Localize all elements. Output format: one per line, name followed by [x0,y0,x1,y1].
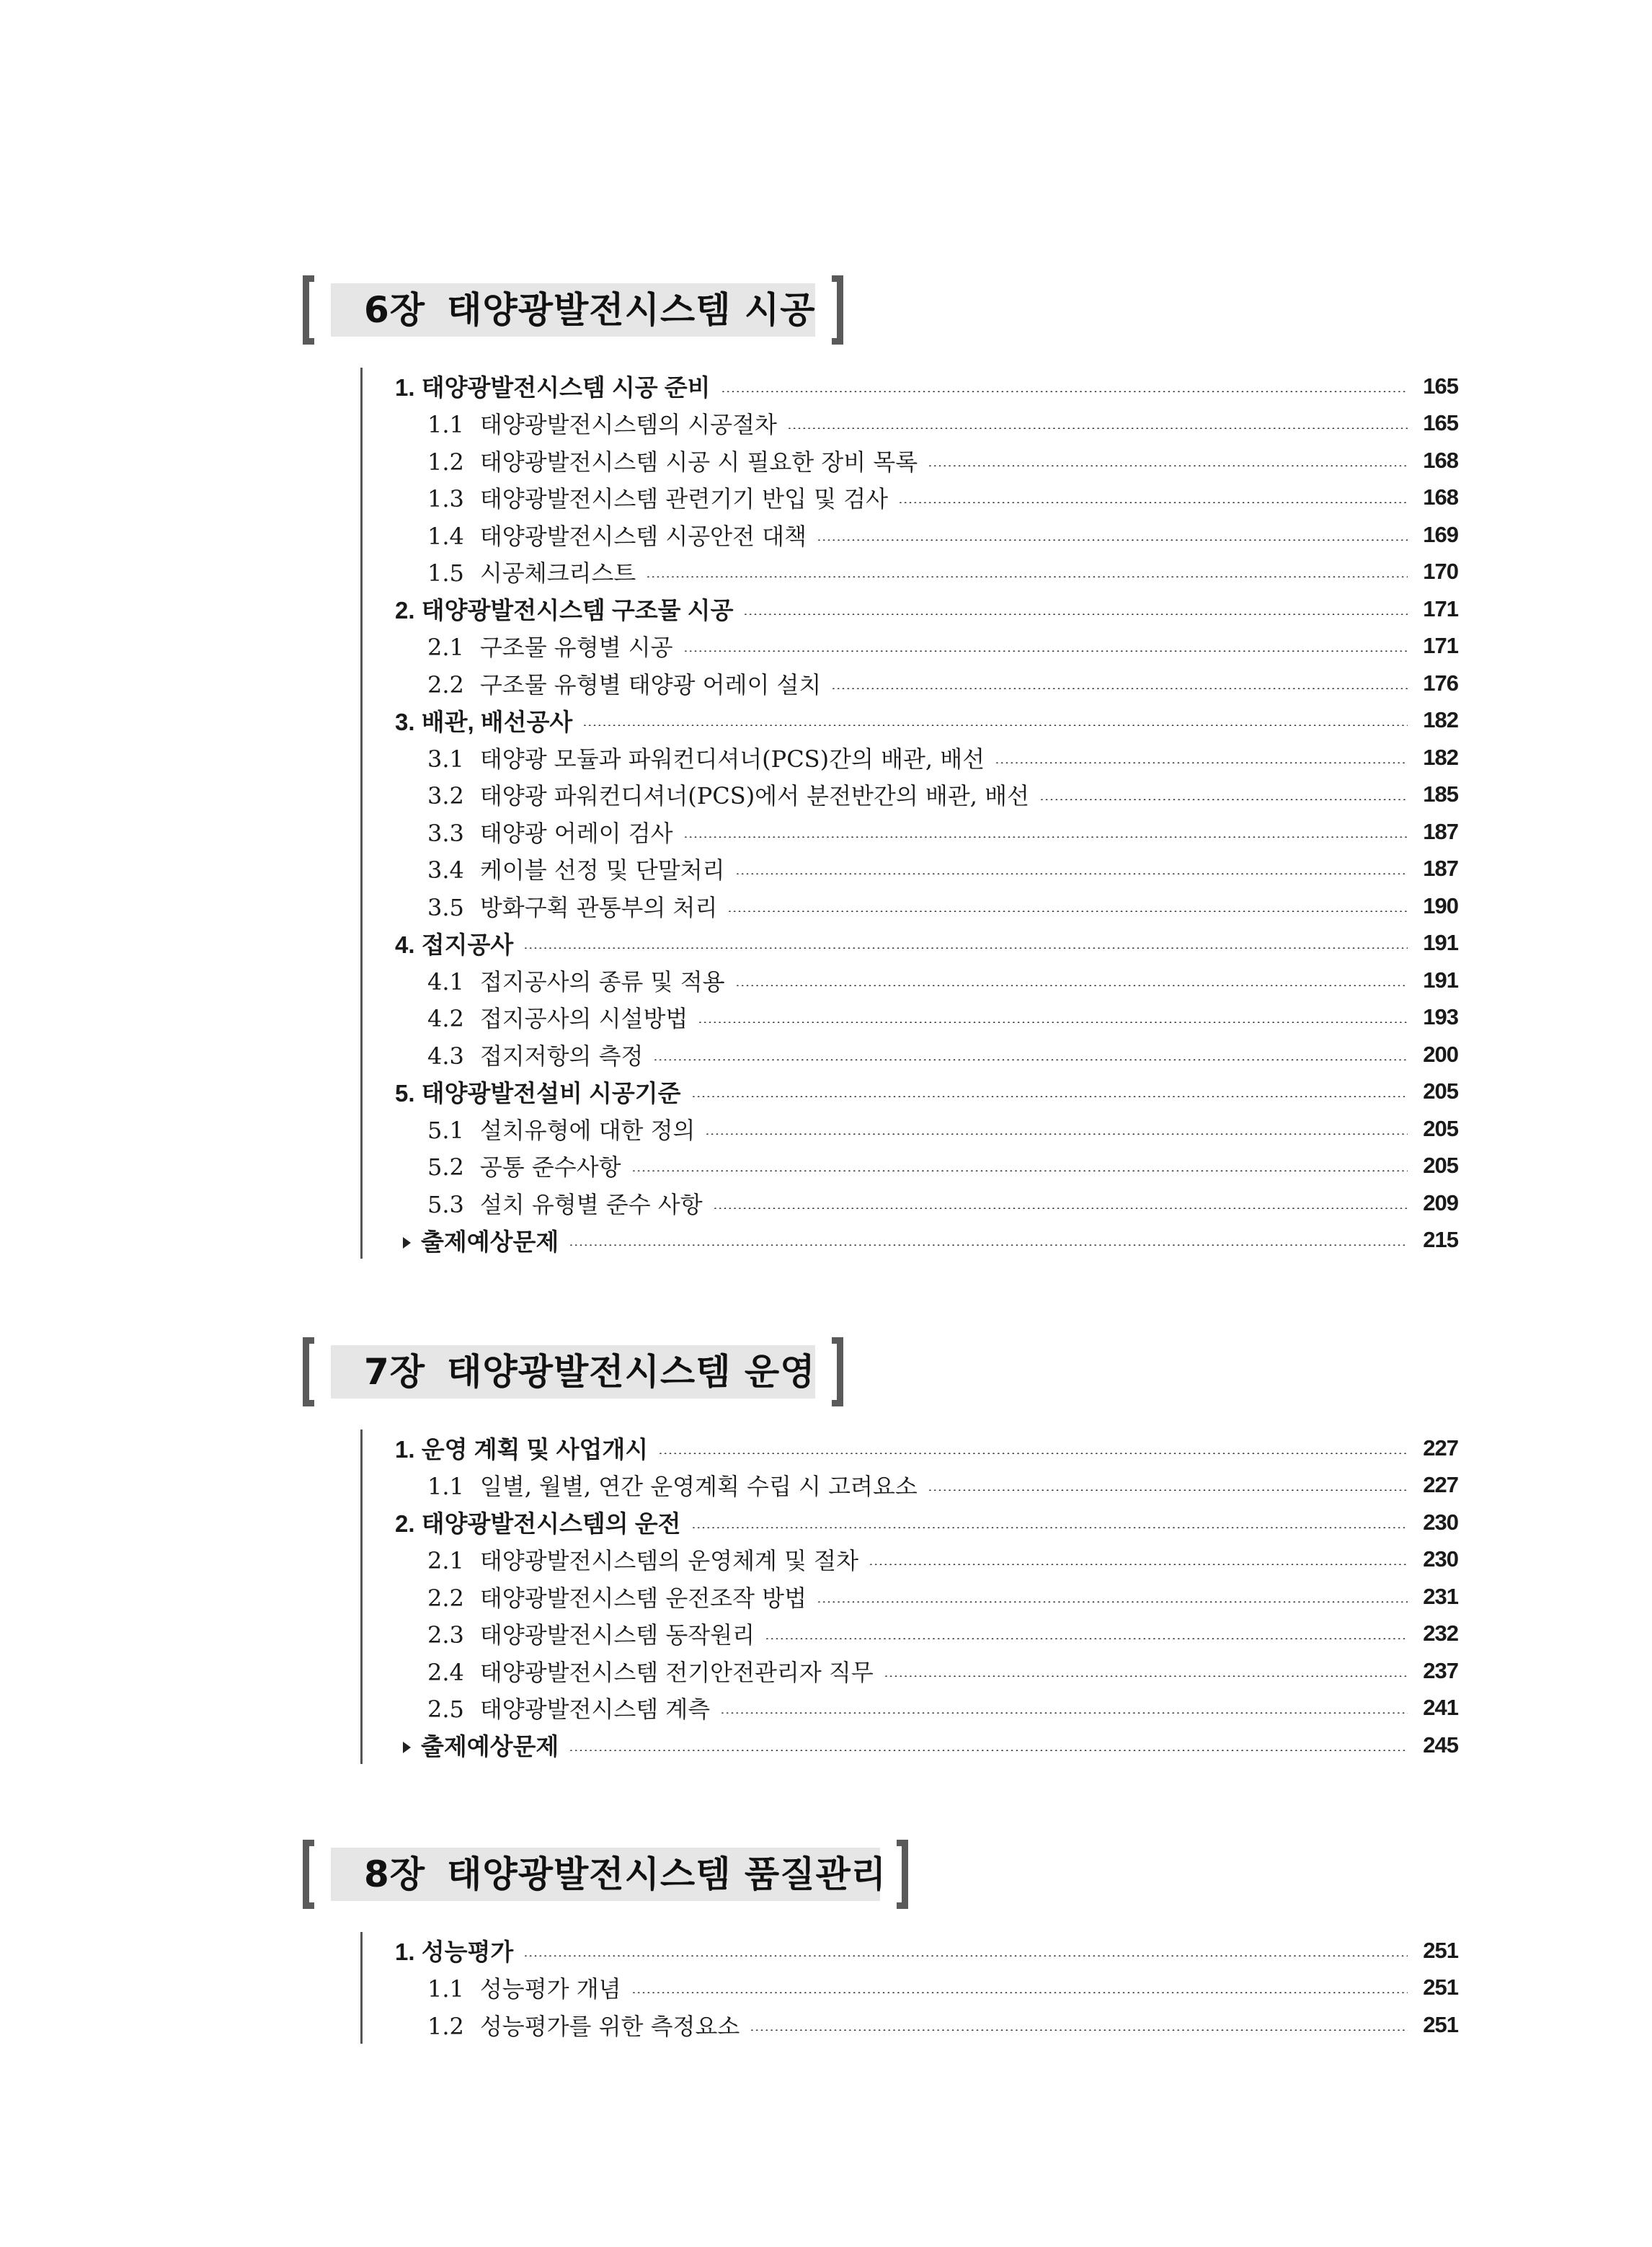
toc-entry-label [427,1038,653,1071]
toc-page-number: 165 [1423,373,1458,399]
toc-entry-number: 2.5 [427,1696,464,1724]
toc-page-number: 168 [1423,484,1458,510]
toc-page-number: 230 [1423,1546,1458,1572]
dot-leader [646,576,1408,577]
dot-leader [582,724,1408,726]
toc-entry-text: 3. 배관, 배선공사 [395,708,573,735]
toc-entry-text: 태양광 어레이 검사 [479,819,673,847]
toc-entry-text: 일별, 월별, 연간 운영계획 수립 시 고려요소 [479,1473,918,1501]
toc-subsection-row [363,1652,1458,1690]
toc-entry-label [427,1654,884,1688]
dot-leader [831,688,1408,689]
toc-entry-text: 1. 운영 계획 및 사업개시 [395,1436,649,1463]
toc-page-number: 182 [1423,707,1458,733]
toc-page-number: 230 [1423,1509,1458,1535]
toc-entry-text: 설치 유형별 준수 사항 [479,1190,703,1218]
toc-subsection-row [363,851,1458,888]
toc-list [360,1430,1458,1764]
toc-entry-label [427,629,683,662]
toc-entry-label [403,1728,569,1762]
dot-leader [817,539,1408,541]
chapter-bracket-frame [303,1337,843,1406]
chapter-heading [303,275,1427,345]
toc-entry-label [427,964,735,997]
toc-entry-label [427,1001,698,1034]
toc-section-row [363,590,1458,628]
chapter-title-bar [331,283,815,337]
toc-entry-text: 출제예상문제 [421,1228,559,1255]
dot-leader [569,1750,1408,1751]
toc-entry-label [427,1187,713,1220]
toc-subsection-row [363,1036,1458,1073]
toc-entry-label [427,518,817,551]
toc-entry-label [427,1971,631,2004]
toc-subsection-row [363,962,1458,999]
dot-leader [928,465,1408,466]
toc-subsection-row [363,442,1458,479]
toc-subsection-row [363,1110,1458,1148]
toc-entry-text: 태양광발전시스템 계측 [479,1696,711,1724]
toc-entry-label [427,444,928,477]
toc-page-number: 241 [1423,1695,1458,1721]
toc-subsection-row [363,1969,1458,2007]
toc-entry-label [427,2008,750,2042]
toc-entry-number: 1.2 [427,448,464,476]
toc-subsection-row [363,1616,1458,1653]
toc-entry-text: 4. 접지공사 [395,931,514,958]
toc-entry-text: 태양광발전시스템 전기안전관리자 직무 [479,1658,874,1686]
toc-subsection-row [363,739,1458,776]
toc-page-number: 227 [1423,1435,1458,1461]
toc-section-row [363,925,1458,962]
toc-entry-text: 성능평가 개념 [479,1975,621,2003]
dot-leader [713,1207,1408,1209]
toc-entry-text: 1. 성능평가 [395,1938,514,1966]
chapter-title: 태양광발전시스템 시공 [447,289,816,331]
toc-page-number: 193 [1423,1004,1458,1030]
toc-subsection-row [363,999,1458,1037]
toc-entry-label [427,1149,631,1182]
toc-section-row [363,1073,1458,1111]
chapter-heading [303,1840,1427,1909]
chapter-number: 7장 [364,1351,426,1393]
toc-entry-text: 태양광발전시스템 동작원리 [479,1621,755,1649]
chapter-title: 태양광발전시스템 운영 [447,1351,816,1393]
toc-section-row [363,1932,1458,1969]
toc-entry-label [427,778,1039,811]
toc-entry-text: 케이블 선정 및 단말처리 [479,856,725,885]
toc-entry-number: 3.5 [427,893,464,921]
toc-page-number: 182 [1423,744,1458,770]
dot-leader [869,1564,1408,1565]
toc-entry-number: 2.3 [427,1621,464,1649]
toc-subsection-row [363,1578,1458,1616]
toc-entry-number: 2.4 [427,1658,464,1686]
toc-subsection-row [363,776,1458,814]
toc-subsection-row [363,665,1458,702]
toc-section-row [363,368,1458,405]
triangle-bullet-icon [403,1237,411,1249]
toc-entry-label [427,815,683,848]
toc-section-row [363,702,1458,740]
toc-entry-text: 방화구획 관통부의 처리 [479,893,718,921]
dot-leader [884,1675,1408,1677]
toc-entry-label [395,369,721,403]
dot-leader [1039,799,1408,800]
toc-entry-number: 2.1 [427,1547,464,1575]
toc-entry-number: 4.1 [427,967,464,996]
toc-page-number: 165 [1423,410,1458,436]
toc-entry-text: 접지공사의 종류 및 적용 [479,967,725,996]
toc-entry-number: 2.2 [427,1584,464,1612]
toc-exercise-row [363,1727,1458,1764]
toc-entry-number: 5.2 [427,1153,464,1182]
toc-entry-label [427,1691,720,1724]
toc-subsection-row [363,1184,1458,1222]
dot-leader [898,502,1408,503]
toc-page-number: 245 [1423,1732,1458,1758]
chapter-number: 8장 [364,1853,426,1895]
toc-page-number: 205 [1423,1153,1458,1179]
toc-entry-number: 1.1 [427,1975,464,2003]
toc-entry-number: 4.2 [427,1005,464,1033]
chapter-8 [303,1840,1458,2040]
dot-leader [631,1170,1408,1171]
toc-page-number: 215 [1423,1227,1458,1253]
toc-entry-label [395,1431,658,1465]
toc-page-number: 171 [1423,633,1458,659]
toc-page-number: 231 [1423,1583,1458,1609]
toc-entry-text: 출제예상문제 [421,1733,559,1760]
toc-section-row [363,1504,1458,1541]
dot-leader [698,1021,1408,1023]
toc-page-number: 187 [1423,818,1458,844]
dot-leader [691,1527,1408,1528]
toc-page-number: 176 [1423,670,1458,696]
toc-entry-text: 태양광발전시스템의 운영체계 및 절차 [479,1547,858,1575]
dot-leader [787,427,1408,429]
toc-page-number: 237 [1423,1657,1458,1683]
dot-leader [683,650,1408,652]
toc-page-number: 232 [1423,1621,1458,1647]
toc-entry-label [427,1543,869,1576]
toc-entry-text: 접지공사의 시설방법 [479,1005,688,1033]
toc-page-number: 191 [1423,930,1458,956]
chapter-title: 태양광발전시스템 품질관리 [447,1853,887,1895]
toc-page-number: 209 [1423,1189,1458,1215]
toc-entry-text: 구조물 유형별 시공 [479,634,673,662]
toc-subsection-row [363,516,1458,554]
dot-leader [523,1955,1408,1956]
toc-entry-number: 3.3 [427,819,464,847]
dot-leader [705,1133,1408,1135]
dot-leader [631,1992,1408,1993]
toc-subsection-row [363,1467,1458,1504]
dot-leader [653,1059,1408,1060]
toc-entry-text: 태양광발전시스템 시공안전 대책 [479,522,807,550]
dot-leader [928,1489,1408,1491]
toc-entry-number: 1.4 [427,522,464,550]
dot-leader [569,1244,1408,1246]
dot-leader [683,836,1408,838]
dot-leader [658,1453,1408,1454]
toc-entry-text: 성능평가를 위한 측정요소 [479,2012,740,2040]
toc-subsection-row [363,887,1458,925]
toc-entry-text: 설치유형에 대한 정의 [479,1116,696,1144]
toc-page-number: 168 [1423,447,1458,473]
toc-exercise-row [363,1222,1458,1259]
toc-entry-number: 5.1 [427,1116,464,1144]
toc-subsection-row [363,1541,1458,1579]
toc-page-number: 251 [1423,1975,1458,2000]
chapter-title-bar [331,1345,815,1399]
dot-leader [691,1096,1408,1097]
triangle-bullet-icon [403,1742,411,1753]
dot-leader [750,2029,1408,2031]
dot-leader [727,910,1408,912]
toc-subsection-row [363,2006,1458,2044]
toc-page-number: 200 [1423,1041,1458,1067]
toc-entry-label [395,592,743,626]
toc-entry-label [427,1112,705,1145]
dot-leader [743,613,1408,615]
toc-entry-label [427,481,898,514]
chapter-6 [303,275,1458,1255]
toc-entry-number: 5.3 [427,1190,464,1218]
dot-leader [817,1601,1408,1603]
toc-entry-number: 1.1 [427,411,464,439]
chapter-bracket-frame [303,1840,908,1909]
toc-page-number: 205 [1423,1115,1458,1141]
toc-entry-label [427,1580,817,1613]
toc-entry-number: 3.2 [427,782,464,810]
toc-entry-label [427,555,646,588]
toc-entry-label [427,1617,765,1650]
toc-entry-number: 1.2 [427,2012,464,2040]
toc-entry-text: 태양광발전시스템의 시공절차 [479,411,777,439]
toc-entry-number: 4.3 [427,1042,464,1070]
toc-page-number: 191 [1423,967,1458,993]
chapter-7 [303,1337,1458,1760]
toc-page-number: 169 [1423,521,1458,547]
toc-entry-text: 태양광발전시스템 운전조작 방법 [479,1584,807,1612]
toc-subsection-row [363,1148,1458,1185]
chapter-heading [303,1337,1427,1406]
toc-page-number: 251 [1423,2011,1458,2037]
chapter-number: 6장 [364,289,426,331]
toc-entry-label [395,1933,523,1967]
toc-entry-label [427,407,787,440]
toc-entry-label [427,890,727,923]
toc-subsection-row [363,554,1458,591]
toc-entry-text: 태양광발전시스템 관련기기 반입 및 검사 [479,485,889,513]
toc-entry-label [427,852,735,885]
dot-leader [995,762,1408,763]
toc-entry-text: 2. 태양광발전시스템 구조물 시공 [395,597,734,624]
toc-entry-number: 2.1 [427,634,464,662]
toc-page-number: 251 [1423,1937,1458,1963]
toc-page-number: 185 [1423,781,1458,807]
toc-page-number: 190 [1423,892,1458,918]
chapter-title-bar [331,1848,887,1901]
toc-entry-label [427,667,831,700]
toc-entry-number: 3.1 [427,745,464,773]
toc-entry-text: 접지저항의 측정 [479,1042,644,1070]
toc-entry-text: 태양광발전시스템 시공 시 필요한 장비 목록 [479,448,918,476]
toc-subsection-row [363,479,1458,517]
dot-leader [523,947,1408,949]
toc-entry-text: 공통 준수사항 [479,1153,621,1182]
toc-section-row [363,1430,1458,1467]
toc-entry-label [395,1075,691,1109]
toc-entry-label [395,926,523,960]
toc-entry-label [403,1223,569,1257]
toc-entry-text: 1. 태양광발전시스템 시공 준비 [395,374,711,402]
toc-entry-text: 태양광 파워컨디셔너(PCS)에서 분전반간의 배관, 배선 [479,782,1029,810]
chapter-bracket-frame [303,275,843,345]
toc-entry-number: 1.1 [427,1473,464,1501]
toc-entry-label [395,704,582,737]
dot-leader [735,985,1408,986]
toc-page-number: 187 [1423,856,1458,882]
toc-entry-text: 태양광 모듈과 파워컨디셔너(PCS)간의 배관, 배선 [479,745,985,773]
toc-list [360,368,1458,1259]
toc-subsection-row [363,405,1458,443]
toc-entry-text: 시공체크리스트 [479,559,636,588]
dot-leader [721,391,1408,392]
dot-leader [720,1712,1408,1714]
toc-entry-label [427,741,995,774]
toc-entry-number: 1.3 [427,485,464,513]
toc-subsection-row [363,628,1458,665]
toc-list [360,1932,1458,2044]
dot-leader [735,873,1408,874]
toc-page-number: 227 [1423,1472,1458,1498]
toc-entry-number: 3.4 [427,856,464,885]
toc-subsection-row [363,1690,1458,1727]
toc-page-number: 170 [1423,559,1458,585]
toc-page-number: 171 [1423,595,1458,621]
toc-page-number: 205 [1423,1078,1458,1104]
toc-entry-text: 구조물 유형별 태양광 어레이 설치 [479,670,822,699]
toc-entry-text: 5. 태양광발전설비 시공기준 [395,1079,681,1107]
toc-subsection-row [363,813,1458,851]
toc-entry-text: 2. 태양광발전시스템의 운전 [395,1510,681,1538]
dot-leader [765,1638,1408,1639]
toc-entry-number: 1.5 [427,559,464,588]
toc-entry-label [427,1468,928,1502]
toc-entry-number: 2.2 [427,670,464,699]
toc-entry-label [395,1505,691,1539]
